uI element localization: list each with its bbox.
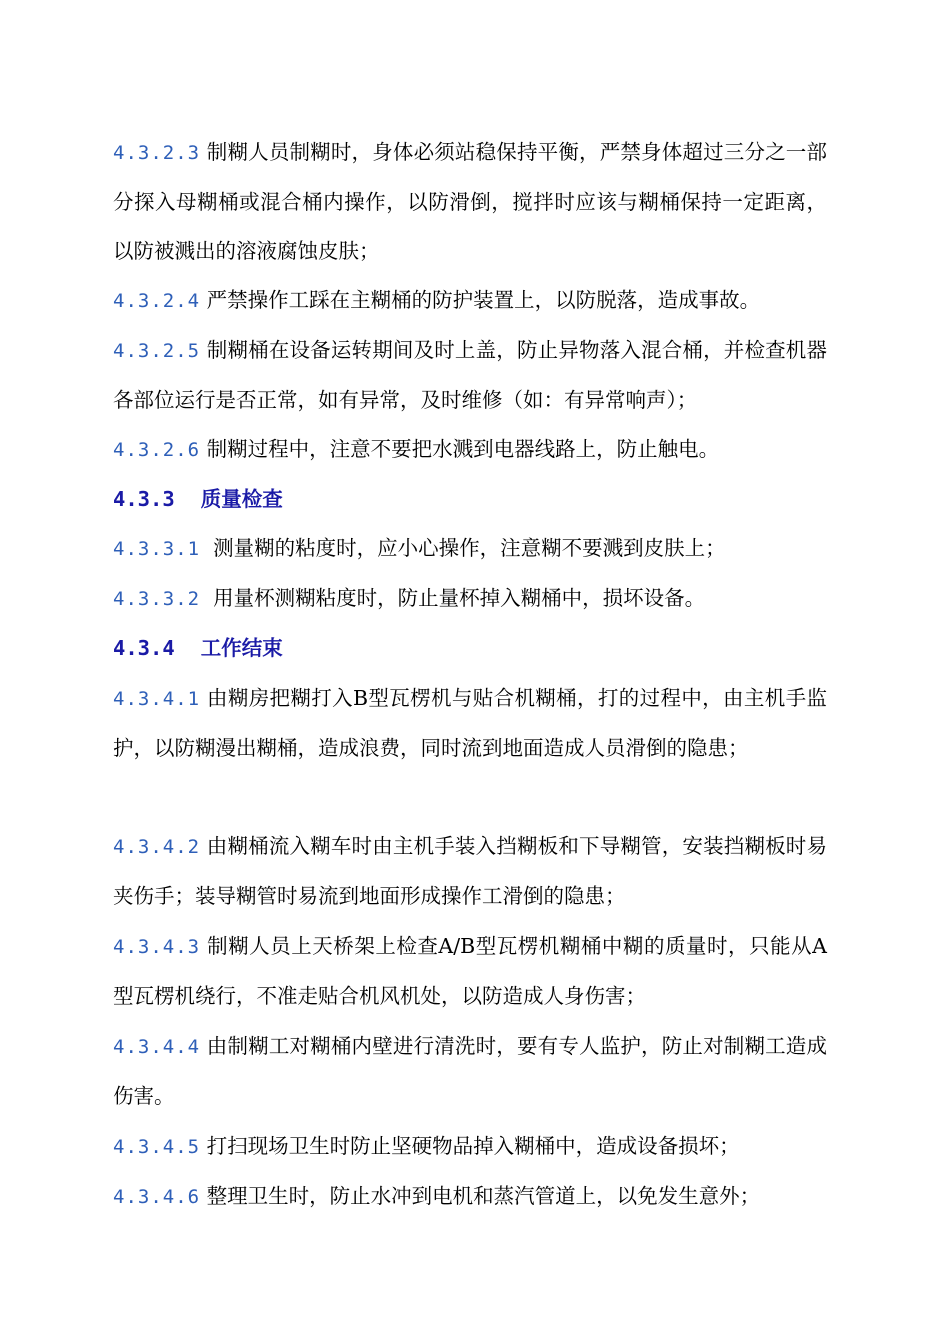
clause-text: 制糊人员制糊时，身体必须站稳保持平衡，严禁身体超过三分之一部分探入母糊桶或混合桶内操作，以防滑倒，搅拌时应该与糊桶保持一定距离，以防被溅出的溶液腐蚀皮肤； xyxy=(113,140,827,263)
clause-text: 制糊人员上天桥架上检查A/B型瓦楞机糊桶中糊的质量时，只能从A型瓦楞机绕行，不准走贴合机风机处，以防造成人身伤害； xyxy=(113,934,827,1008)
clause-text: 用量杯测糊粘度时，防止量杯掉入糊桶中，损坏设备。 xyxy=(213,586,706,610)
section-number: 4.3.4 xyxy=(113,636,175,660)
clause-number: 4.3.4.6 xyxy=(113,1186,201,1208)
clause-number: 4.3.4.3 xyxy=(113,936,201,958)
clause-number: 4.3.3.1 xyxy=(113,538,201,560)
clause-number: 4.3.2.3 xyxy=(113,142,201,164)
paragraph-4-3-4-5 xyxy=(113,1122,827,1172)
section-heading-4-3-4 xyxy=(113,624,283,673)
paragraph-4-3-4-6 xyxy=(113,1172,827,1222)
paragraph-4-3-4-4 xyxy=(113,1022,827,1121)
paragraph-4-3-2-3 xyxy=(113,128,827,276)
clause-text: 制糊桶在设备运转期间及时上盖，防止异物落入混合桶，并检查机器各部位运行是否正常，如有异常，及时维修（如：有异常响声）； xyxy=(113,338,827,412)
clause-number: 4.3.4.5 xyxy=(113,1136,201,1158)
clause-number: 4.3.2.4 xyxy=(113,290,201,312)
paragraph-4-3-2-4 xyxy=(113,276,827,326)
clause-text: 整理卫生时，防止水冲到电机和蒸汽管道上，以免发生意外； xyxy=(206,1184,761,1208)
clause-number: 4.3.4.2 xyxy=(113,836,201,858)
clause-number: 4.3.3.2 xyxy=(113,588,201,610)
section-title: 工作结束 xyxy=(200,636,283,660)
section-heading-4-3-3 xyxy=(113,475,283,524)
clause-text: 由糊房把糊打入B型瓦楞机与贴合机糊桶，打的过程中，由主机手监护，以防糊漫出糊桶，造成浪费，同时流到地面造成人员滑倒的隐患； xyxy=(113,686,827,760)
paragraph-4-3-3-1 xyxy=(113,524,827,574)
clause-text: 测量糊的粘度时，应小心操作，注意糊不要溅到皮肤上； xyxy=(213,536,726,560)
paragraph-4-3-4-1 xyxy=(113,674,827,773)
clause-text: 打扫现场卫生时防止坚硬物品掉入糊桶中，造成设备损坏； xyxy=(206,1134,740,1158)
paragraph-4-3-4-3 xyxy=(113,922,827,1021)
section-title: 质量检查 xyxy=(200,487,283,511)
clause-number: 4.3.2.5 xyxy=(113,340,201,362)
clause-number: 4.3.4.4 xyxy=(113,1036,201,1058)
clause-number: 4.3.4.1 xyxy=(113,688,201,710)
clause-number: 4.3.2.6 xyxy=(113,439,201,461)
clause-text: 严禁操作工踩在主糊桶的防护装置上，以防脱落，造成事故。 xyxy=(206,288,761,312)
paragraph-4-3-2-6 xyxy=(113,425,827,475)
section-number: 4.3.3 xyxy=(113,487,175,511)
paragraph-4-3-2-5 xyxy=(113,326,827,425)
clause-text: 由制糊工对糊桶内壁进行清洗时，要有专人监护，防止对制糊工造成伤害。 xyxy=(113,1034,827,1108)
clause-text: 由糊桶流入糊车时由主机手装入挡糊板和下导糊管，安装挡糊板时易夹伤手；装导糊管时易流到地面形成操作工滑倒的隐患； xyxy=(113,834,827,908)
paragraph-4-3-3-2 xyxy=(113,574,827,624)
clause-text: 制糊过程中，注意不要把水溅到电器线路上，防止触电。 xyxy=(206,437,720,461)
paragraph-4-3-4-2 xyxy=(113,822,827,921)
